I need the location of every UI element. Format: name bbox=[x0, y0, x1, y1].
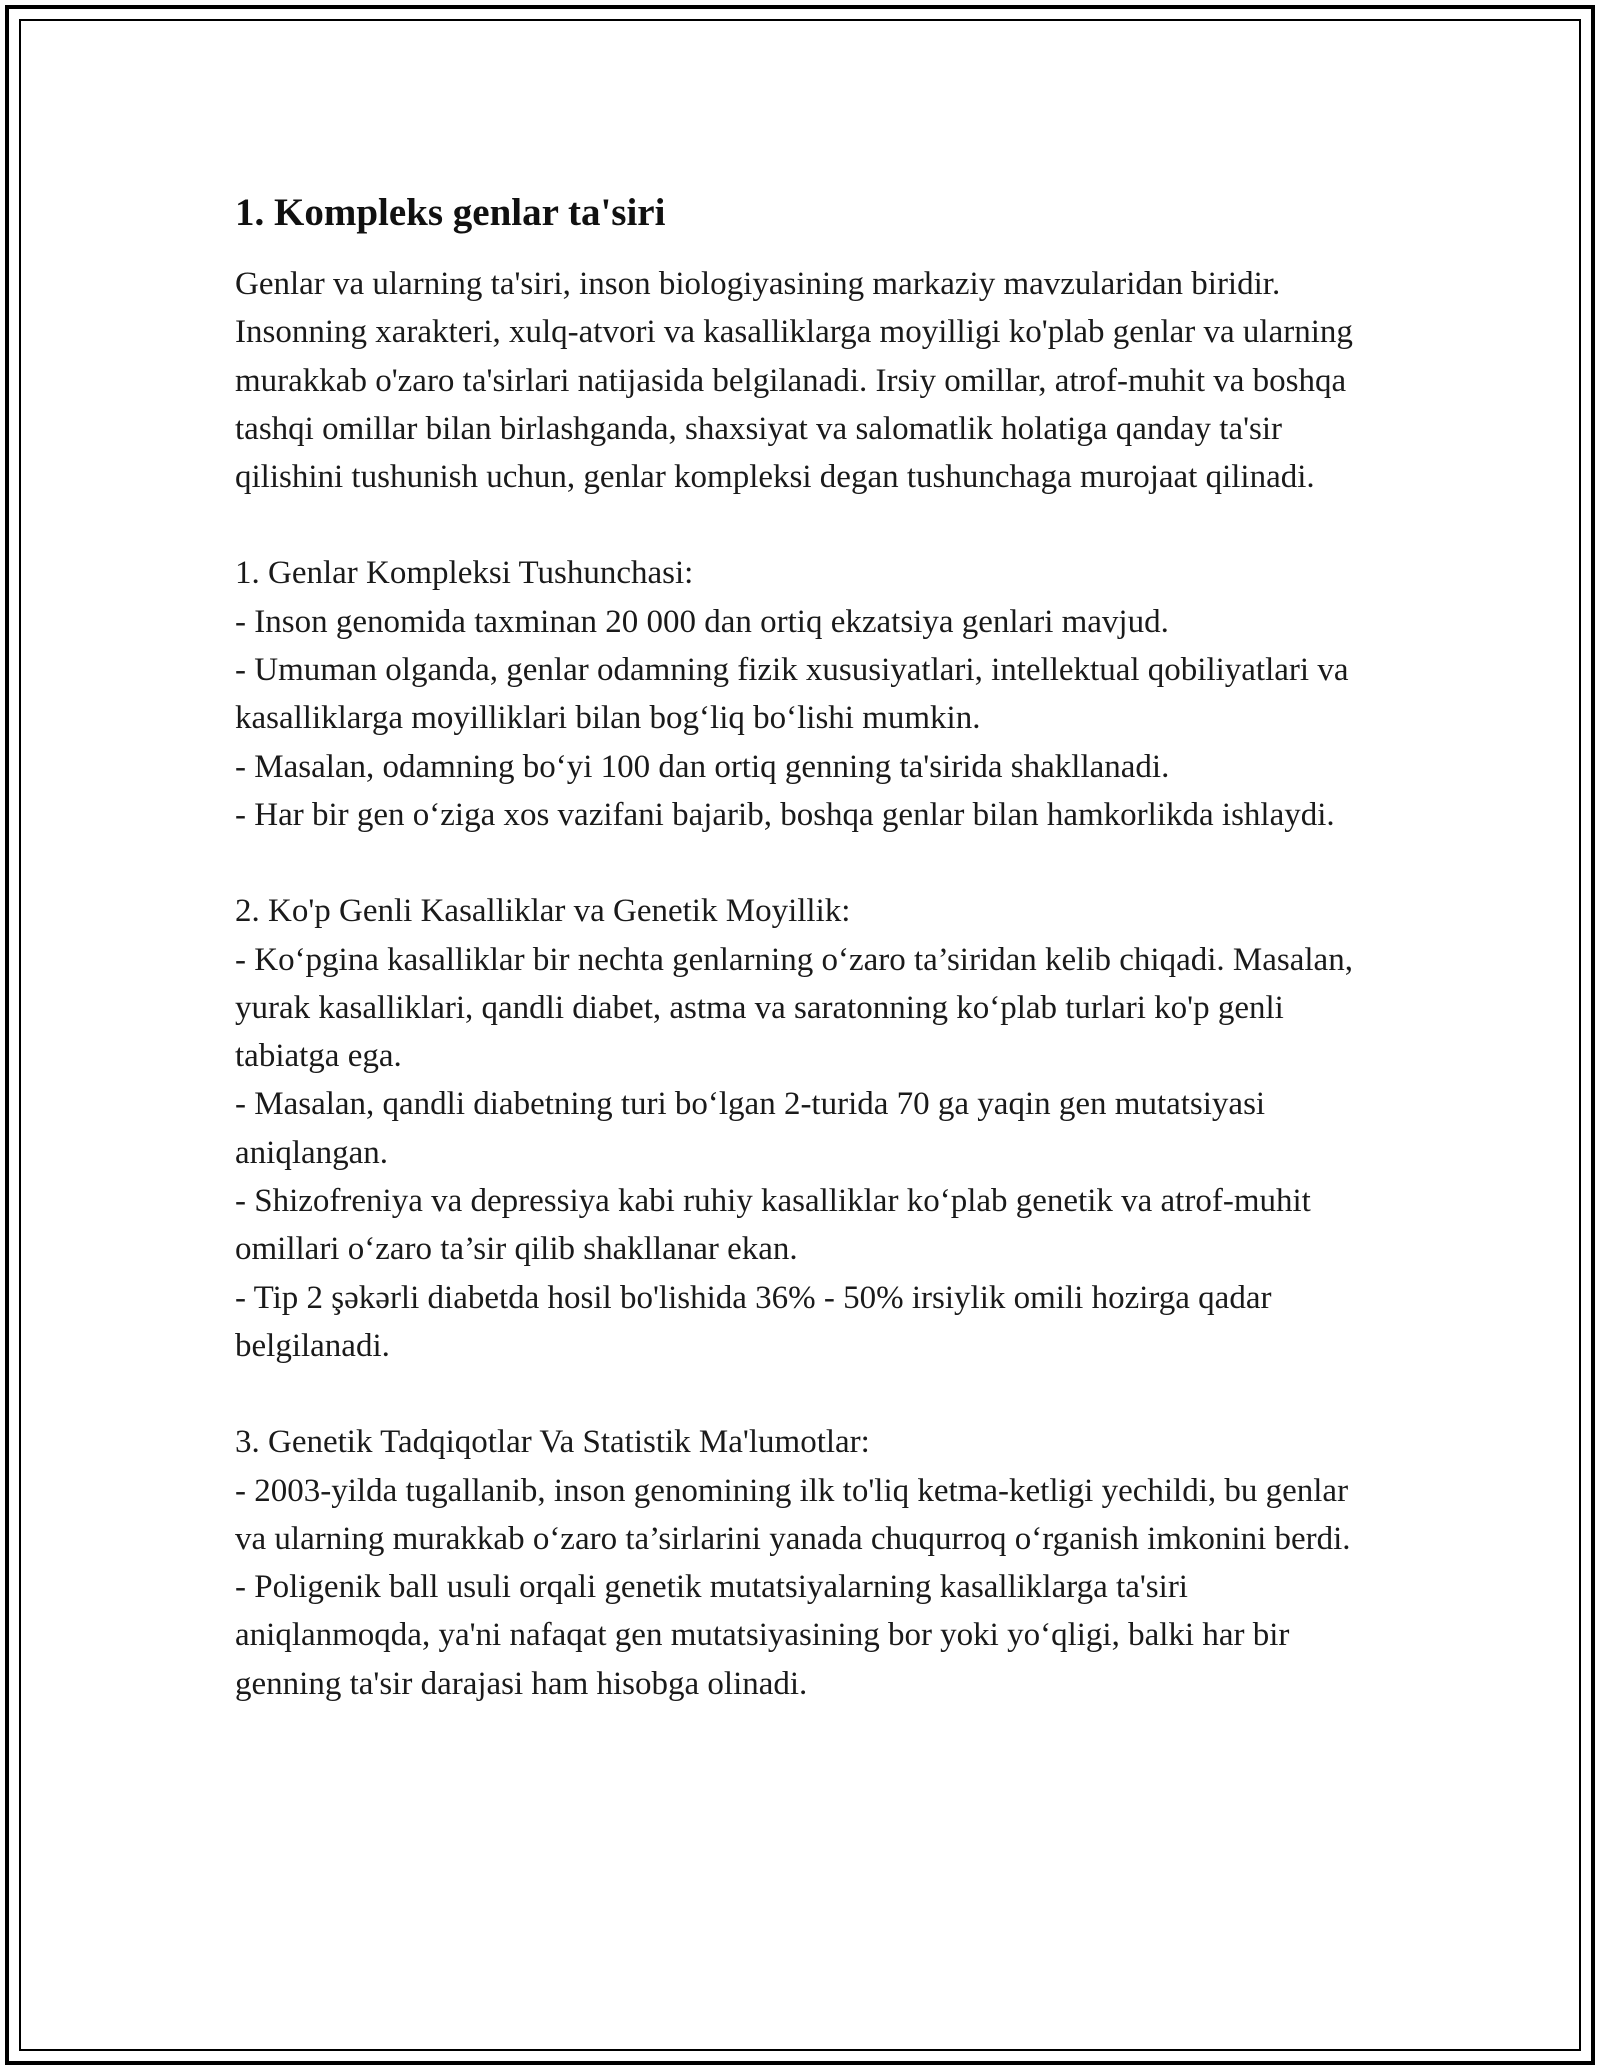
section-genetic-research bbox=[235, 1418, 1365, 1708]
section-heading: 2. Ko'p Genli Kasalliklar va Genetik Moyillik: bbox=[235, 893, 851, 930]
list-item: - Har bir gen o‘ziga xos vazifani bajarib, boshqa genlar bilan hamkorlikda ishlaydi. bbox=[235, 796, 1335, 833]
list-item: - 2003-yilda tugallanib, inson genomining ilk to'liq ketma-ketligi yechildi, bu genlar va ularning murakkab o‘zaro ta’sirlarini yanada chuqurroq o‘rganish imkonini berdi. bbox=[235, 1472, 1351, 1557]
list-item: - Masalan, qandli diabetning turi bo‘lgan 2-turida 70 ga yaqin gen mutatsiyasi aniqlangan. bbox=[235, 1086, 1266, 1171]
list-item: - Ko‘pgina kasalliklar bir nechta genlarning o‘zaro ta’siridan kelib chiqadi. Masalan, yurak kasalliklari, qandli diabet, astma va saratonning ko‘plab turlari ko'p genli tabiatga ega. bbox=[235, 941, 1353, 1075]
document-title: 1. Kompleks genlar ta'siri bbox=[235, 191, 666, 234]
list-item: - Shizofreniya va depressiya kabi ruhiy kasalliklar ko‘plab genetik va atrof-muhit omillari o‘zaro ta’sir qilib shakllanar ekan. bbox=[235, 1183, 1311, 1268]
section-heading: 1. Genlar Kompleksi Tushunchasi: bbox=[235, 555, 694, 592]
section-heading: 3. Genetik Tadqiqotlar Va Statistik Ma'lumotlar: bbox=[235, 1424, 870, 1461]
list-item: - Masalan, odamning bo‘yi 100 dan ortiq genning ta'sirida shakllanadi. bbox=[235, 748, 1170, 785]
list-item: - Tip 2 şəkərli diabetda hosil bo'lishida 36% - 50% irsiylik omili hozirga qadar belgilanadi. bbox=[235, 1279, 1272, 1364]
section-genes-complex bbox=[235, 549, 1365, 839]
paragraph-gap bbox=[235, 839, 1365, 887]
document-body bbox=[235, 188, 1365, 1708]
paragraph-gap bbox=[235, 501, 1365, 549]
list-item: - Poligenik ball usuli orqali genetik mutatsiyalarning kasalliklarga ta'siri aniqlanmoqda, ya'ni nafaqat gen mutatsiyasining bor yoki yo‘qligi, balki har bir genning ta'sir darajasi ham hisobga olinadi. bbox=[235, 1569, 1290, 1702]
section-polygenic-diseases bbox=[235, 887, 1365, 1370]
list-item: - Umuman olganda, genlar odamning fizik xususiyatlari, intellektual qobiliyatlari va kasalliklarga moyilliklari bilan bog‘liq bo‘lishi mumkin. bbox=[235, 652, 1349, 737]
paragraph-gap bbox=[235, 1370, 1365, 1418]
intro-paragraph: Genlar va ularning ta'siri, inson biologiyasining markaziy mavzularidan biridir. Insonning xarakteri, xulq-atvori va kasalliklarga moyilligi ko'plab genlar va ularning murakkab o'zaro ta'sirlari natijasida belgilanadi. Irsiy omillar, atrof-muhit va boshqa tashqi omillar bilan birlashganda, shaxsiyat va salomatlik holatiga qanday ta'sir qilishini tushunish uchun, genlar kompleksi degan tushunchaga murojaat qilinadi. bbox=[235, 266, 1353, 496]
list-item: - Inson genomida taxminan 20 000 dan ortiq ekzatsiya genlari mavjud. bbox=[235, 603, 1169, 640]
